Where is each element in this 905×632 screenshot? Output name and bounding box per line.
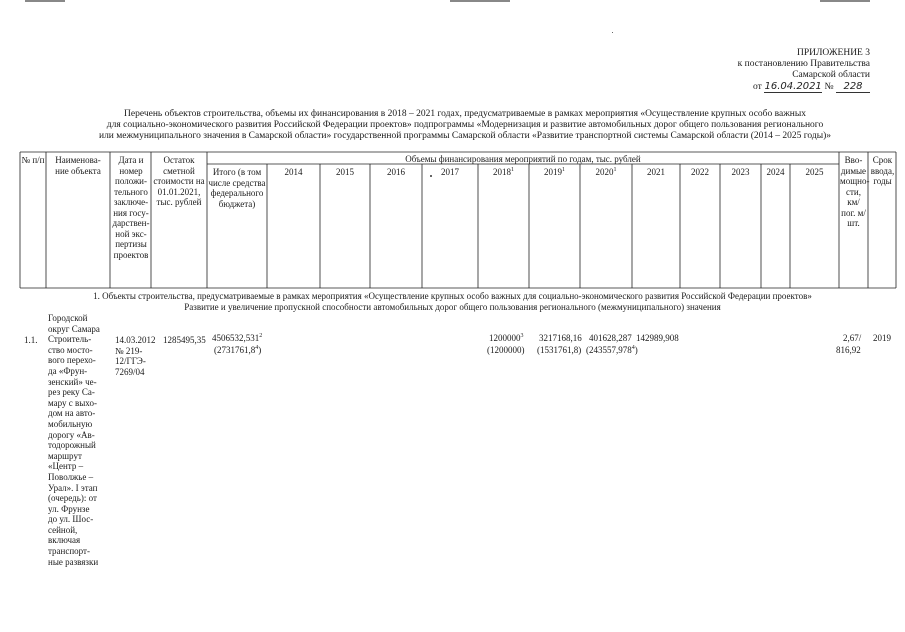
section-line-2: Развитие и увеличение пропускной способности автомобильных дорог общего пользования регионального (межмуниципального) значения	[184, 301, 721, 312]
object-name-line: Урал». I этап	[48, 482, 98, 493]
object-name-line: Поволжье –	[48, 471, 94, 482]
title-line-1: Перечень объектов строительства, объемы их финансирования в 2018 – 2021 годах, предусматриваемые в рамках мероприятия «Осуществление крупных особо важных	[124, 109, 806, 119]
header-year-2014: 2014	[284, 167, 303, 177]
value-2020-federal: (243557,978$^4$)	[586, 345, 638, 355]
object-name-line: тодорожный	[48, 440, 96, 451]
header-name: Наименова- ние объекта	[55, 155, 101, 176]
header-funding-group: Объемы финансирования мероприятий по годам, тыс. рублей	[405, 154, 641, 164]
header-year-2016: 2016	[387, 167, 405, 177]
balance-value: 1285495,35	[163, 335, 206, 345]
value-2018-federal: (1200000)	[487, 345, 525, 355]
object-name-line: до ул. Шос-	[48, 514, 94, 525]
value-2018: 1200000$^3$	[489, 333, 524, 343]
object-name-line: ул. Фрунзе	[48, 503, 90, 514]
header-year-2020: 2020$^1$	[595, 167, 617, 177]
object-name-line: округ Самара	[48, 323, 100, 334]
object-name-line: сейной,	[48, 524, 78, 535]
object-name-line: Строитель-	[48, 334, 92, 345]
expertise-date-line: 14.03.2012	[115, 335, 156, 345]
number-label: №	[824, 82, 834, 92]
annex-line-2: Самарской области	[792, 70, 870, 80]
total-federal-value: (2731761,8$^4$)	[214, 345, 262, 355]
object-name-line: дом на авто-	[48, 408, 96, 419]
handwritten-date: 16.04.2021	[764, 81, 822, 92]
handwritten-number: 228	[836, 81, 870, 93]
object-name-line: дорогу «Ав-	[48, 429, 95, 440]
header-year-2024: 2024	[766, 167, 785, 177]
value-2021: 142989,908	[636, 333, 679, 343]
header-year-2018: 2018$^1$	[493, 167, 514, 177]
object-name-line: ные развязки	[48, 556, 99, 567]
header-capacity: Вво- димые мощно- сти, км/ пог. м/шт.	[840, 155, 870, 228]
object-name	[48, 313, 108, 567]
expertise-date-line: 12/ГГЭ-	[115, 356, 146, 366]
object-name-line: мару с выхо-	[48, 397, 97, 408]
object-name-line: мобильную	[48, 418, 93, 429]
from-label: от	[753, 82, 762, 92]
object-name-line: Городской	[48, 313, 88, 323]
header-balance: Остаток сметной стоимости на 01.01.2021, тыс. рублей	[153, 155, 205, 207]
capacity-value: 2,67/	[843, 333, 862, 343]
expertise-date	[115, 335, 155, 377]
total-value: 4506532,531$^2$	[212, 333, 263, 343]
expertise-date-line: 7269/04	[115, 366, 145, 377]
term-value: 2019	[873, 333, 891, 343]
object-name-line: транспорт-	[48, 546, 90, 557]
annex-line-1: к постановлению Правительства	[737, 59, 870, 69]
header-year-2025: 2025	[805, 167, 824, 177]
annex-title: ПРИЛОЖЕНИЕ 3	[796, 48, 870, 58]
value-2020: 401628,287	[589, 333, 632, 343]
value-2019-federal: (1531761,8)	[537, 345, 582, 355]
title-line-2: для социально-экономического развития Российской Федерации проектов» подпрограммы «Модернизация и развитие автомобильных дорог общего пользования регионального	[106, 120, 824, 130]
object-name-line: (очередь): от	[48, 493, 97, 504]
object-name-line: ство мосто-	[48, 344, 93, 355]
object-name-line: зенский» че-	[48, 376, 97, 387]
object-name-line: «Центр –	[48, 461, 84, 472]
title-line-3: или межмуниципального значения в Самарской области» государственной программы Самарской области «Развитие транспортной системы Самарской области (2014 – 2025 годы)»	[98, 131, 831, 141]
header-total: Итого (в том числе средства федерального бюджета)	[208, 167, 266, 209]
section-line-1: 1. Объекты строительства, предусматриваемые в рамках мероприятия «Осуществление крупных особо важных для социально-экономического развития Российской Федерации проектов»	[93, 291, 812, 301]
header-year-2021: 2021	[647, 167, 665, 177]
value-2019: 3217168,16	[539, 333, 582, 343]
header-num: № п/п	[21, 155, 45, 165]
header-year-2019: 2019$^1$	[544, 167, 565, 177]
header-term: Срок ввода, годы	[870, 155, 895, 186]
header-year-2022: 2022	[691, 167, 709, 177]
capacity-value-2: 816,92	[836, 345, 861, 355]
header-year-2023: 2023	[731, 167, 750, 177]
object-name-line: вого перехо-	[48, 355, 96, 366]
object-name-line: да «Фрун-	[48, 365, 88, 376]
object-name-line: включая	[48, 535, 81, 546]
object-name-line: рез реку Са-	[48, 387, 95, 398]
object-name-line: маршрут	[48, 450, 82, 461]
section-heading	[20, 291, 885, 312]
header-year-2017: 2017	[441, 167, 459, 177]
expertise-date-line: № 219-	[115, 345, 143, 356]
row-num: 1.1.	[24, 335, 38, 345]
header-year-2015: 2015	[336, 167, 354, 177]
header-date: Дата и номер положи- тельного заключе- ния госу- дарствен- ной экс- пертизы проектов	[112, 155, 150, 260]
